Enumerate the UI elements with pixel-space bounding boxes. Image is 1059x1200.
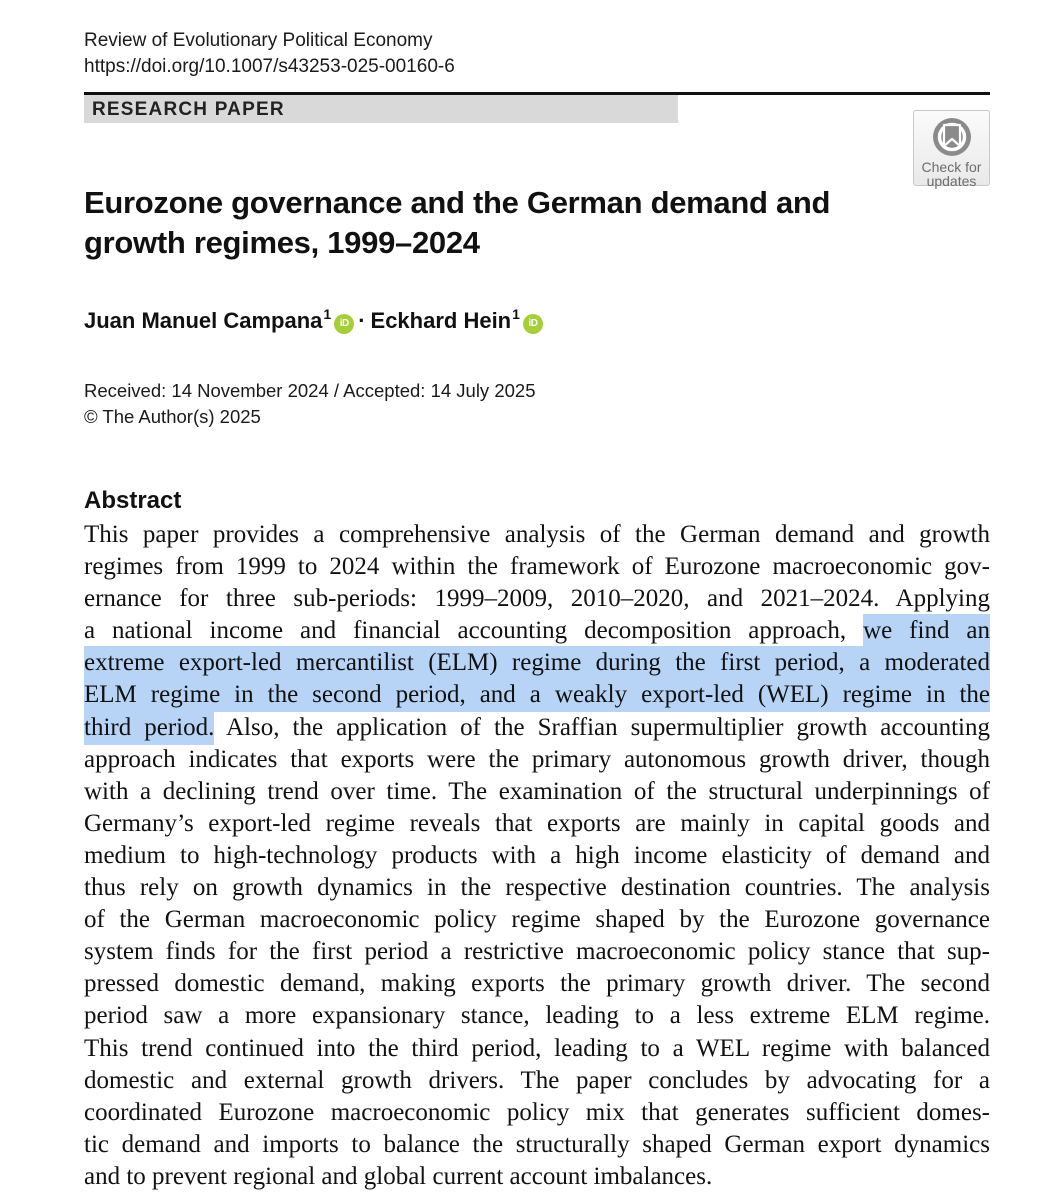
author-name[interactable]: Eckhard Hein	[370, 308, 512, 333]
copyright-notice: © The Author(s) 2025	[84, 406, 261, 427]
abstract-line: period saw a more expansionary stance, leading to a less extreme ELM regime.	[84, 1002, 990, 1030]
selected-text[interactable]: extreme export-led mercantilist (ELM) regime during the first period, a moderated	[84, 646, 990, 680]
abstract-line	[84, 647, 990, 679]
abstract-line: Germany’s export-led regime reveals that exports are mainly in capital goods and	[84, 809, 990, 837]
abstract-line: and to prevent regional and global current account imbalances.	[84, 1162, 713, 1190]
author-affiliation: 1	[512, 306, 520, 322]
journal-name: Review of Evolutionary Political Economy	[84, 30, 433, 51]
publication-dates	[84, 378, 535, 430]
abstract-line: approach indicates that exports were the primary autonomous growth driver, though	[84, 745, 990, 773]
abstract-line: of the German macroeconomic policy regime shaped by the Eurozone governance	[84, 906, 990, 934]
author-name[interactable]: Juan Manuel Campana	[84, 308, 323, 333]
abstract-text-segment: Also, the application of the Sraffian supermultiplier growth accounting	[214, 713, 990, 741]
selected-text[interactable]: third period.	[84, 711, 214, 745]
abstract-line: with a declining trend over time. The examination of the structural underpinnings of	[84, 777, 990, 805]
orcid-icon[interactable]: iD	[334, 314, 354, 334]
abstract-line: coordinated Eurozone macroeconomic policy mix that generates sufficient domes-	[84, 1098, 990, 1126]
author-separator: ·	[358, 308, 366, 333]
abstract-line: ernance for three sub-periods: 1999–2009, 2010–2020, and 2021–2024. Applying	[84, 585, 990, 613]
abstract-line: tic demand and imports to balance the structurally shaped German export dynamics	[84, 1130, 990, 1158]
abstract-heading: Abstract	[84, 487, 182, 514]
abstract-line	[84, 712, 990, 744]
author-list	[84, 306, 543, 336]
abstract-line	[84, 615, 990, 647]
abstract-line: thus rely on growth dynamics in the respective destination countries. The analysis	[84, 874, 990, 902]
abstract-line: domestic and external growth drivers. The paper concludes by advocating for a	[84, 1066, 990, 1094]
author-affiliation: 1	[323, 306, 332, 322]
abstract-line: medium to high-technology products with a high income elasticity of demand and	[84, 841, 990, 869]
abstract-line: regimes from 1999 to 2024 within the framework of Eurozone macroeconomic gov-	[84, 553, 990, 581]
paper-title: Eurozone governance and the German demand and growth regimes, 1999–2024	[84, 185, 831, 260]
abstract-line: pressed domestic demand, making exports the primary growth driver. The second	[84, 970, 990, 998]
abstract-text-segment: a national income and financial accounting decomposition approach,	[84, 617, 864, 645]
selected-text[interactable]: ELM regime in the second period, and a weakly export-led (WEL) regime in the	[84, 678, 990, 712]
abstract-text	[84, 519, 990, 1193]
check-for-updates-button[interactable]	[913, 110, 990, 189]
check-updates-icon	[931, 116, 973, 158]
abstract-line: This trend continued into the third period, leading to a WEL regime with balanced	[84, 1034, 990, 1062]
selected-text[interactable]: we find an	[863, 614, 990, 648]
paper-type-band: RESEARCH PAPER	[84, 95, 678, 123]
check-updates-label: Check for updates	[921, 159, 982, 189]
doi-link[interactable]: https://doi.org/10.1007/s43253-025-00160-6	[84, 56, 455, 77]
received-accepted-dates: Received: 14 November 2024 / Accepted: 14 July 2025	[84, 380, 536, 401]
journal-header	[84, 28, 455, 80]
abstract-line: system finds for the first period a restrictive macroeconomic policy stance that sup-	[84, 938, 990, 966]
abstract-line: This paper provides a comprehensive analysis of the German demand and growth	[84, 521, 990, 548]
abstract-line	[84, 679, 990, 711]
orcid-icon[interactable]: iD	[523, 314, 543, 334]
